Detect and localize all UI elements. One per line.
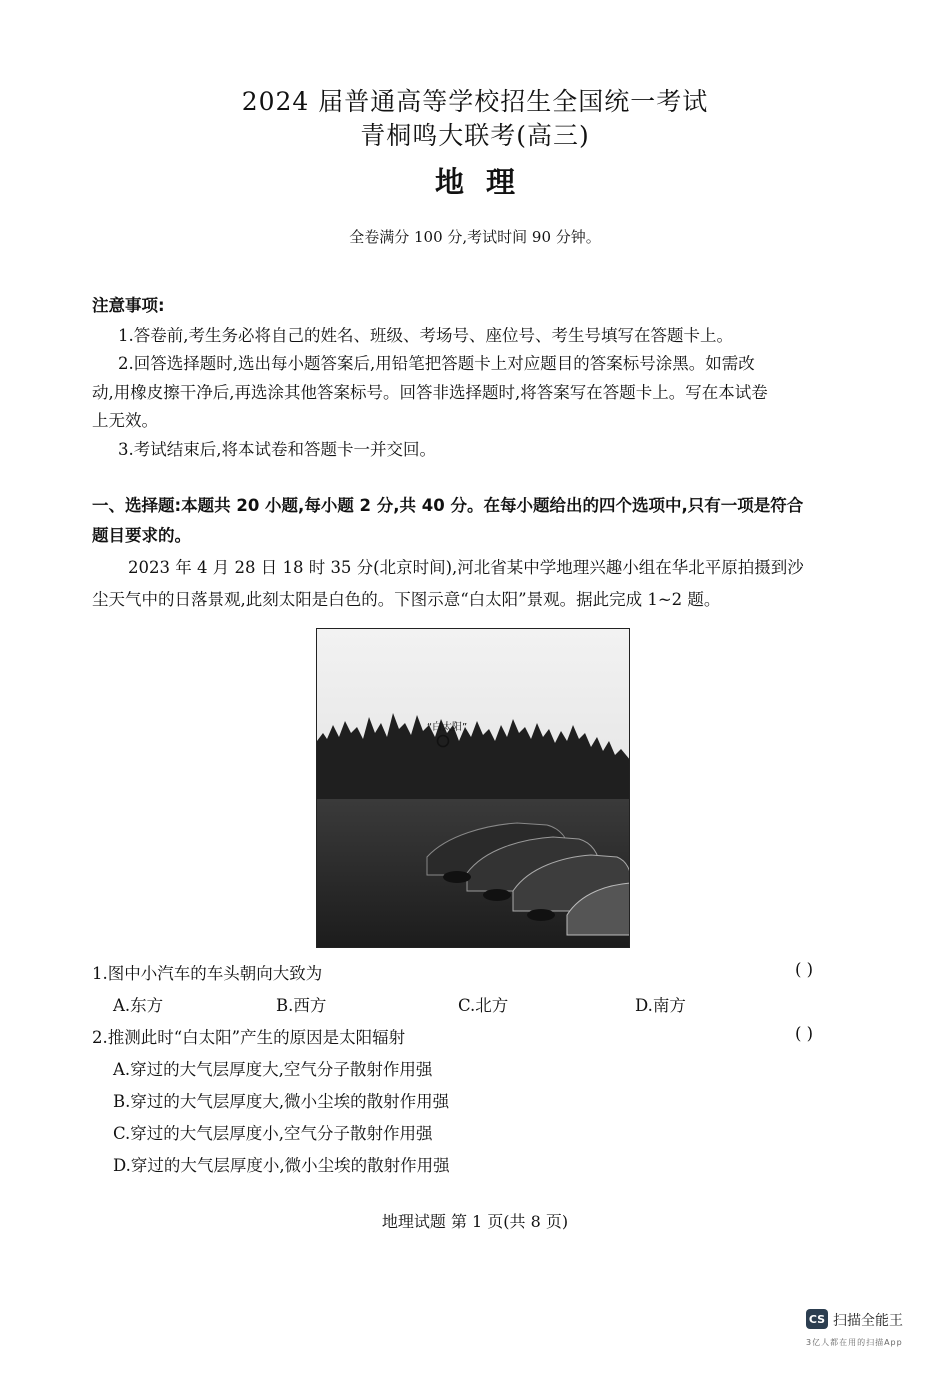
notice-line: 动,用橡皮擦干净后,再选涂其他答案标号。回答非选择题时,将答案写在答题卡上。写在本试卷: [92, 383, 768, 402]
white-sun-label: “白太阳”: [426, 722, 468, 733]
notice-line: 上无效。: [92, 411, 158, 430]
scanner-logo-icon: CS: [806, 1309, 828, 1329]
notice-line: 3.考试结束后,将本试卷和答题卡一并交回。: [118, 440, 436, 459]
notice-line: 1.答卷前,考生务必将自己的姓名、班级、考场号、座位号、考生号填写在答题卡上。: [118, 326, 733, 345]
option-d: D.南方: [635, 996, 686, 1015]
scanner-app-tagline: 3亿人都在用的扫描App: [806, 1338, 903, 1347]
option-c: C.北方: [458, 996, 509, 1015]
intro-text: 2023 年 4 月 28 日 18 时 35 分(北京时间),河北省某中学地理兴趣小组在华北平原拍摄到沙: [128, 558, 804, 577]
white-sun-photo: [316, 628, 630, 948]
question-2-stem: 2.推测此时“白太阳”产生的原因是太阳辐射: [92, 1028, 406, 1047]
exam-title: 2024 届普通高等学校招生全国统一考试: [241, 87, 709, 116]
section-heading: 一、选择题:本题共 20 小题,每小题 2 分,共 40 分。在每小题给出的四个选项中,只有一项是符合: [92, 496, 804, 515]
exam-subtitle: 青桐鸣大联考(高三): [360, 121, 590, 150]
page-footer: 地理试题 第 1 页(共 8 页): [381, 1212, 569, 1231]
notice-line: 2.回答选择题时,选出每小题答案后,用铅笔把答题卡上对应题目的答案标号涂黑。如需改: [118, 354, 755, 373]
intro-text-cont: 尘天气中的日落景观,此刻太阳是白色的。下图示意“白太阳”景观。据此完成 1~2 题。: [92, 590, 721, 609]
option-c: C.穿过的大气层厚度小,空气分子散射作用强: [113, 1124, 433, 1143]
option-b: B.穿过的大气层厚度大,微小尘埃的散射作用强: [113, 1092, 450, 1111]
answer-paren: ( ): [795, 960, 814, 979]
subject-title: 地理: [434, 165, 537, 199]
option-a: A.东方: [113, 996, 164, 1015]
scanner-app-name: 扫描全能王: [833, 1313, 903, 1329]
option-d: D.穿过的大气层厚度小,微小尘埃的散射作用强: [113, 1156, 450, 1175]
option-b: B.西方: [276, 996, 327, 1015]
photo-illustration: [317, 629, 630, 948]
option-a: A.穿过的大气层厚度大,空气分子散射作用强: [113, 1060, 433, 1079]
notice-title: 注意事项:: [92, 296, 165, 315]
question-1-stem: 1.图中小汽车的车头朝向大致为: [92, 964, 323, 983]
section-heading-cont: 题目要求的。: [92, 526, 191, 545]
exam-info: 全卷满分 100 分,考试时间 90 分钟。: [349, 228, 601, 246]
answer-paren: ( ): [795, 1024, 814, 1043]
